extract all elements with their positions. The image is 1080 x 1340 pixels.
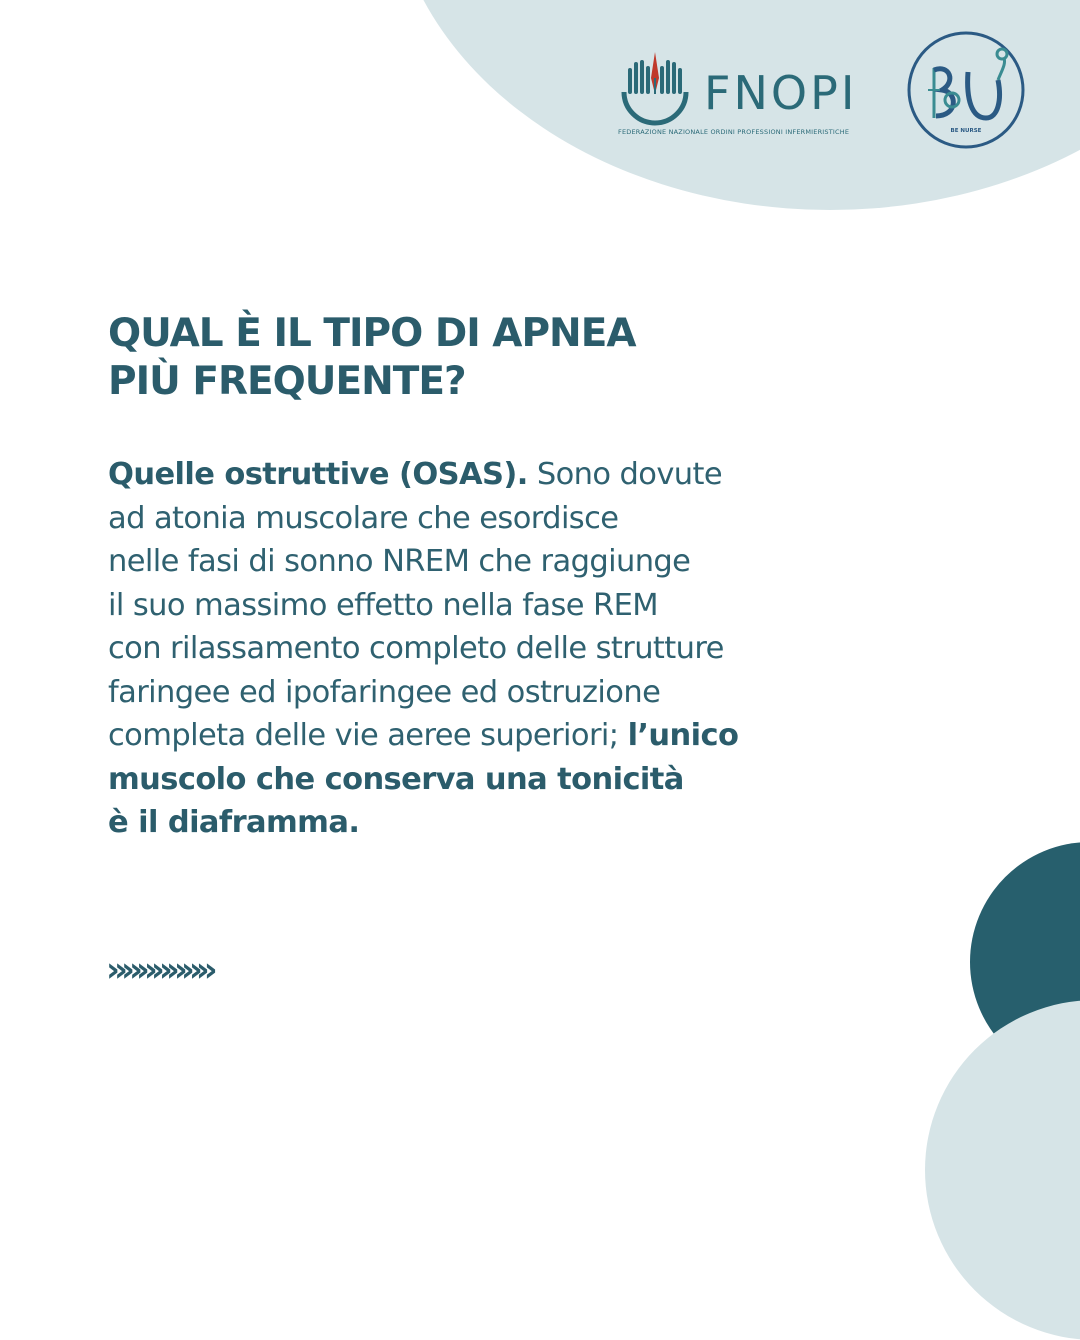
body-line-7 — [108, 714, 998, 758]
answer-highlight: Quelle ostruttive (OSAS). — [108, 457, 528, 492]
body-line-4: il suo massimo effetto nella fase REM — [108, 587, 659, 623]
body-line-3: nelle fasi di sonno NREM che raggiunge — [108, 544, 691, 579]
body-line-5: con rilassamento completo delle strutture — [108, 631, 724, 666]
fnopi-wordmark: FNOPI — [704, 66, 858, 120]
bottom-right-light-circle — [925, 1000, 1080, 1340]
answer-paragraph — [108, 453, 998, 845]
fnopi-subtitle: FEDERAZIONE NAZIONALE ORDINI PROFESSIONI INFERMIERISTICHE — [618, 128, 850, 136]
be-nurse-logo — [906, 30, 1026, 150]
body-line-8-bold: muscolo che conserva una tonicità — [108, 761, 684, 797]
body-line-8 — [108, 758, 998, 802]
body-line-6: faringee ed ipofaringee ed ostruzione — [108, 674, 661, 710]
title-line-2: PIÙ FREQUENTE? — [108, 359, 466, 404]
be-nurse-label: BE NURSE — [950, 128, 982, 134]
body-line-7-regular: completa delle vie aeree superiori; — [108, 718, 628, 753]
body-line-2: ad atonia muscolare che esordisce — [108, 500, 619, 536]
body-line-9 — [108, 801, 998, 845]
body-line-1-rest: Sono dovute — [527, 457, 723, 492]
body-line-1 — [108, 453, 998, 497]
fnopi-hands-icon — [612, 48, 698, 126]
title-line-1: QUAL È IL TIPO DI APNEA — [108, 311, 636, 356]
body-line-9-bold: è il diaframma. — [108, 805, 360, 840]
next-arrows-indicator: »»»»»»» — [106, 950, 211, 990]
body-line-7-bold: l’unico — [627, 718, 739, 753]
page-title — [108, 310, 968, 406]
fnopi-logo — [612, 48, 882, 148]
